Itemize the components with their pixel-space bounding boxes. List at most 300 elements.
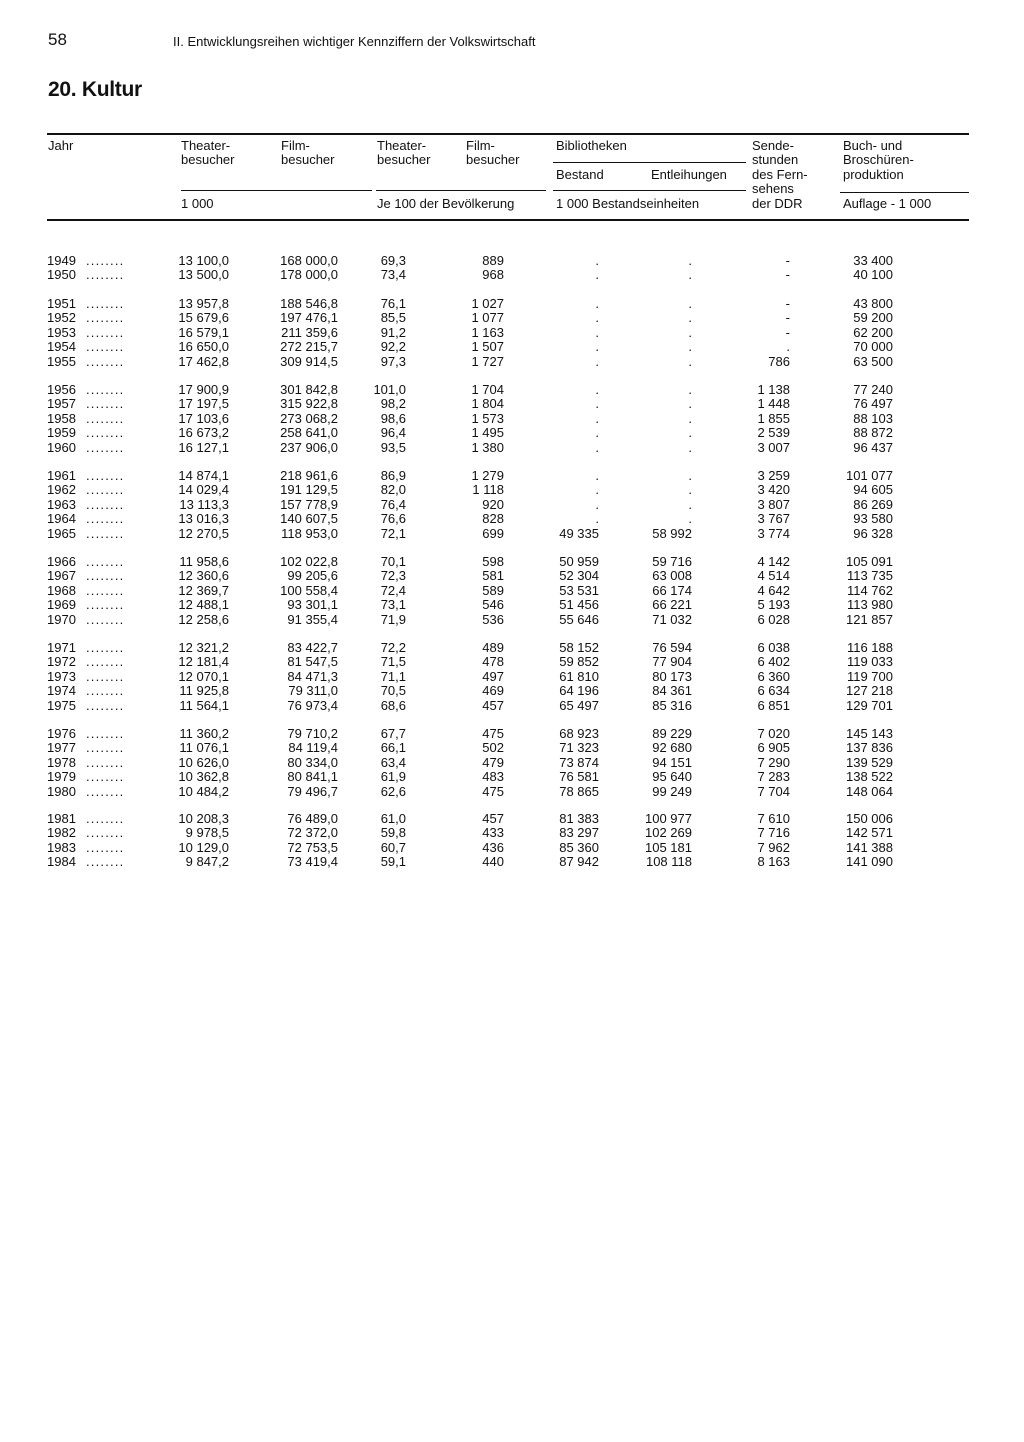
cell-theater-per100: 72,2 [380, 640, 406, 655]
cell-film-per100: 598 [482, 554, 504, 569]
cell-film-per100: 475 [482, 783, 504, 799]
cell-buch: 77 240 [853, 382, 893, 397]
cell-year: 1968 [47, 582, 76, 598]
header-sende-1: Sende- [752, 138, 794, 153]
cell-film: 80 334,0 [287, 754, 338, 770]
cell-entleihungen: 63 008 [652, 568, 692, 584]
cell-bestand: 81 383 [559, 811, 599, 826]
cell-theater: 17 900,9 [178, 382, 229, 397]
cell-buch: 101 077 [846, 468, 893, 483]
cell-sende: 7 610 [757, 811, 790, 826]
cell-year: 1952 [47, 310, 76, 326]
cell-sende: 6 028 [757, 611, 790, 627]
cell-theater-per100: 61,9 [380, 769, 406, 785]
cell-entleihungen: 105 181 [645, 839, 692, 855]
cell-bestand: . [595, 267, 599, 283]
cell-sende: 6 634 [757, 683, 790, 699]
cell-bestand: . [595, 310, 599, 326]
cell-entleihungen: 59 716 [652, 554, 692, 569]
cell-year: 1978 [47, 754, 76, 770]
cell-theater-per100: 72,3 [380, 568, 406, 584]
cell-entleihungen: . [688, 410, 692, 426]
section-title: 20. Kultur [48, 78, 142, 101]
cell-sende: 7 283 [757, 769, 790, 785]
table-row [0, 397, 1024, 411]
cell-theater: 17 103,6 [178, 410, 229, 426]
cell-entleihungen: . [688, 267, 692, 283]
cell-year: 1975 [47, 697, 76, 713]
header-entleihungen: Entleihungen [651, 167, 727, 182]
cell-buch: 141 388 [846, 839, 893, 855]
cell-year: 1958 [47, 410, 76, 426]
header-sende-2: stunden [752, 152, 799, 167]
cell-entleihungen: 108 118 [645, 854, 692, 870]
cell-bestand: . [595, 425, 599, 441]
cell-sende: 7 962 [757, 839, 790, 855]
cell-theater-per100: 73,4 [380, 267, 406, 283]
cell-film: 272 215,7 [280, 339, 338, 355]
cell-sende: 7 716 [757, 825, 790, 841]
cell-buch: 70 000 [853, 339, 893, 355]
leader-dots: ........ [86, 839, 125, 855]
cell-bestand: 51 456 [559, 597, 599, 613]
cell-theater: 11 076,1 [179, 740, 229, 756]
cell-buch: 96 328 [853, 525, 893, 541]
cell-bestand: . [595, 382, 599, 397]
cell-year: 1955 [47, 353, 76, 369]
header-unit-per100: Je 100 der Bevölkerung [377, 196, 515, 211]
cell-buch: 86 269 [853, 496, 893, 512]
leader-dots: ........ [86, 425, 125, 441]
cell-theater-per100: 71,1 [380, 668, 406, 684]
cell-theater-per100: 101,0 [373, 382, 406, 397]
cell-theater: 10 362,8 [178, 769, 229, 785]
cell-theater-per100: 63,4 [380, 754, 406, 770]
cell-film: 211 359,6 [281, 324, 338, 340]
cell-film-per100: 968 [482, 267, 504, 283]
cell-film-per100: 1 118 [472, 482, 504, 498]
cell-bestand: 87 942 [559, 854, 599, 870]
leader-dots: ........ [86, 640, 125, 655]
leader-dots: ........ [86, 410, 125, 426]
library-rule [553, 162, 746, 163]
cell-year: 1967 [47, 568, 76, 584]
cell-film: 157 778,9 [280, 496, 338, 512]
cell-sende: 8 163 [757, 854, 790, 870]
cell-sende: 4 142 [757, 554, 790, 569]
leader-dots: ........ [86, 769, 125, 785]
table-header-bottom-rule [47, 219, 969, 221]
cell-year: 1972 [47, 654, 76, 670]
cell-theater: 12 070,1 [178, 668, 229, 684]
cell-film-per100: 433 [482, 825, 504, 841]
cell-buch: 127 218 [846, 683, 893, 699]
cell-buch: 142 571 [846, 825, 893, 841]
cell-sende: 786 [768, 353, 790, 369]
cell-film-per100: 489 [482, 640, 504, 655]
cell-film: 218 961,6 [280, 468, 338, 483]
table-row [0, 670, 1024, 684]
cell-entleihungen: . [688, 396, 692, 412]
table-row [0, 483, 1024, 497]
cell-sende: 4 642 [757, 582, 790, 598]
cell-year: 1966 [47, 554, 76, 569]
leader-dots: ........ [86, 382, 125, 397]
cell-film: 73 419,4 [287, 854, 338, 870]
cell-theater-per100: 85,5 [380, 310, 406, 326]
cell-theater: 14 029,4 [178, 482, 229, 498]
table-row [0, 498, 1024, 512]
cell-entleihungen: 95 640 [652, 769, 692, 785]
cell-bestand: 83 297 [559, 825, 599, 841]
cell-film-per100: 1 727 [471, 353, 504, 369]
cell-bestand: 76 581 [559, 769, 599, 785]
leader-dots: ........ [86, 683, 125, 699]
leader-dots: ........ [86, 854, 125, 870]
cell-buch: 88 103 [853, 410, 893, 426]
table-row [0, 254, 1024, 268]
cell-theater-per100: 96,4 [380, 425, 406, 441]
cell-sende: . [786, 339, 790, 355]
cell-theater-per100: 86,9 [380, 468, 406, 483]
cell-film-per100: 546 [482, 597, 504, 613]
cell-buch: 139 529 [846, 754, 893, 770]
cell-film: 197 476,1 [280, 310, 338, 326]
cell-buch: 94 605 [853, 482, 893, 498]
table-row [0, 426, 1024, 440]
leader-dots: ........ [86, 811, 125, 826]
cell-film-per100: 497 [482, 668, 504, 684]
cell-year: 1976 [47, 726, 76, 741]
cell-entleihungen: . [688, 425, 692, 441]
cell-film-per100: 440 [482, 854, 504, 870]
cell-sende: 4 514 [757, 568, 790, 584]
cell-year: 1959 [47, 425, 76, 441]
header-buch-2: Broschüren- [843, 152, 914, 167]
cell-theater: 13 016,3 [178, 511, 229, 527]
cell-film: 80 841,1 [287, 769, 338, 785]
table-row [0, 512, 1024, 526]
header-buch-3: produktion [843, 167, 904, 182]
cell-film-per100: 1 027 [471, 296, 504, 311]
cell-film: 188 546,8 [280, 296, 338, 311]
cell-film: 91 355,4 [287, 611, 338, 627]
header-theater-abs-1: Theater- [181, 138, 231, 153]
leader-dots: ........ [86, 511, 125, 527]
cell-bestand: . [595, 339, 599, 355]
cell-theater-per100: 66,1 [380, 740, 406, 756]
header-theater-rel-2: besucher [377, 152, 431, 167]
cell-bestand: . [595, 482, 599, 498]
leader-dots: ........ [86, 296, 125, 311]
cell-theater-per100: 68,6 [380, 697, 406, 713]
leader-dots: ........ [86, 482, 125, 498]
cell-buch: 138 522 [846, 769, 893, 785]
cell-theater-per100: 70,5 [380, 683, 406, 699]
cell-theater: 9 847,2 [185, 854, 229, 870]
leader-dots: ........ [86, 668, 125, 684]
table-row [0, 383, 1024, 397]
cell-film-per100: 536 [482, 611, 504, 627]
cell-year: 1963 [47, 496, 76, 512]
table-row [0, 598, 1024, 612]
unit-rule-lib [553, 190, 746, 191]
cell-film-per100: 1 163 [471, 324, 504, 340]
cell-year: 1950 [47, 267, 76, 283]
table-row [0, 741, 1024, 755]
cell-bestand: 65 497 [559, 697, 599, 713]
table-row [0, 684, 1024, 698]
cell-film-per100: 581 [482, 568, 504, 584]
cell-sende: 7 290 [757, 754, 790, 770]
cell-sende: 7 704 [757, 783, 790, 799]
cell-film: 79 710,2 [287, 726, 338, 741]
cell-buch: 40 100 [853, 267, 893, 283]
leader-dots: ........ [86, 726, 125, 741]
cell-bestand: . [595, 353, 599, 369]
page-number: 58 [48, 30, 67, 49]
table-row [0, 785, 1024, 799]
header-theater-rel-1: Theater- [377, 138, 427, 153]
table-row [0, 641, 1024, 655]
cell-buch: 116 188 [846, 640, 893, 655]
cell-sende: 1 855 [757, 410, 790, 426]
cell-entleihungen: 58 992 [652, 525, 692, 541]
cell-sende: - [785, 296, 790, 311]
table-row [0, 699, 1024, 713]
cell-year: 1979 [47, 769, 76, 785]
cell-entleihungen: . [688, 353, 692, 369]
cell-film-per100: 1 077 [471, 310, 504, 326]
cell-theater: 16 650,0 [178, 339, 229, 355]
table-row [0, 412, 1024, 426]
cell-theater: 15 679,6 [178, 310, 229, 326]
cell-theater-per100: 61,0 [380, 811, 406, 826]
cell-buch: 114 762 [846, 582, 893, 598]
leader-dots: ........ [86, 783, 125, 799]
table-row [0, 469, 1024, 483]
table-row [0, 311, 1024, 325]
cell-entleihungen: 85 316 [652, 697, 692, 713]
cell-buch: 119 700 [846, 668, 893, 684]
cell-theater-per100: 76,1 [380, 296, 406, 311]
header-unit-1000: 1 000 [181, 196, 214, 211]
cell-bestand: 73 874 [559, 754, 599, 770]
cell-bestand: 52 304 [559, 568, 599, 584]
cell-theater: 17 197,5 [178, 396, 229, 412]
cell-theater: 10 129,0 [178, 839, 229, 855]
cell-year: 1951 [47, 296, 76, 311]
cell-theater-per100: 91,2 [380, 324, 406, 340]
leader-dots: ........ [86, 597, 125, 613]
cell-year: 1964 [47, 511, 76, 527]
leader-dots: ........ [86, 525, 125, 541]
cell-bestand: 55 646 [559, 611, 599, 627]
cell-year: 1977 [47, 740, 76, 756]
cell-buch: 76 497 [853, 396, 893, 412]
cell-theater-per100: 59,8 [380, 825, 406, 841]
cell-film-per100: 502 [482, 740, 504, 756]
unit-rule-rel [376, 190, 546, 191]
cell-sende: 2 539 [757, 425, 790, 441]
cell-film-per100: 1 279 [471, 468, 504, 483]
header-jahr: Jahr [48, 138, 74, 153]
cell-bestand: . [595, 439, 599, 455]
leader-dots: ........ [86, 568, 125, 584]
cell-entleihungen: 77 904 [652, 654, 692, 670]
unit-rule-abs [181, 190, 372, 191]
cell-sende: 3 420 [757, 482, 790, 498]
cell-entleihungen: . [688, 339, 692, 355]
cell-sende: - [785, 253, 790, 268]
cell-film-per100: 589 [482, 582, 504, 598]
leader-dots: ........ [86, 754, 125, 770]
cell-theater-per100: 71,9 [380, 611, 406, 627]
leader-dots: ........ [86, 396, 125, 412]
cell-theater: 13 113,3 [179, 496, 229, 512]
table-row [0, 756, 1024, 770]
leader-dots: ........ [86, 697, 125, 713]
cell-film-per100: 828 [482, 511, 504, 527]
cell-sende: - [785, 324, 790, 340]
cell-year: 1953 [47, 324, 76, 340]
cell-sende: 6 402 [757, 654, 790, 670]
table-row [0, 855, 1024, 869]
cell-theater-per100: 67,7 [380, 726, 406, 741]
cell-theater-per100: 92,2 [380, 339, 406, 355]
cell-film-per100: 469 [482, 683, 504, 699]
cell-year: 1954 [47, 339, 76, 355]
cell-sende: 3 774 [757, 525, 790, 541]
cell-buch: 141 090 [846, 854, 893, 870]
cell-year: 1969 [47, 597, 76, 613]
table-row [0, 355, 1024, 369]
cell-year: 1957 [47, 396, 76, 412]
cell-buch: 62 200 [853, 324, 893, 340]
cell-film: 76 973,4 [287, 697, 338, 713]
table-row [0, 326, 1024, 340]
cell-entleihungen: 84 361 [652, 683, 692, 699]
leader-dots: ........ [86, 825, 125, 841]
table-row [0, 841, 1024, 855]
cell-theater: 11 925,8 [179, 683, 229, 699]
cell-film-per100: 920 [482, 496, 504, 512]
cell-theater-per100: 93,5 [380, 439, 406, 455]
cell-theater: 12 181,4 [178, 654, 229, 670]
leader-dots: ........ [86, 740, 125, 756]
cell-film: 84 471,3 [287, 668, 338, 684]
cell-entleihungen: . [688, 296, 692, 311]
cell-theater: 12 258,6 [178, 611, 229, 627]
cell-film-per100: 483 [482, 769, 504, 785]
cell-sende: 7 020 [757, 726, 790, 741]
cell-theater: 12 321,2 [178, 640, 229, 655]
cell-entleihungen: . [688, 382, 692, 397]
cell-buch: 150 006 [846, 811, 893, 826]
header-unit-bestandseinheiten: 1 000 Bestandseinheiten [556, 196, 700, 211]
cell-bestand: 71 323 [559, 740, 599, 756]
cell-sende: 3 807 [757, 496, 790, 512]
cell-buch: 33 400 [853, 253, 893, 268]
table-row [0, 613, 1024, 627]
cell-sende: - [785, 267, 790, 283]
cell-year: 1956 [47, 382, 76, 397]
header-unit-auflage: Auflage - 1 000 [843, 196, 932, 211]
cell-theater: 12 360,6 [178, 568, 229, 584]
cell-year: 1973 [47, 668, 76, 684]
leader-dots: ........ [86, 310, 125, 326]
table-row [0, 655, 1024, 669]
cell-film: 72 753,5 [287, 839, 338, 855]
leader-dots: ........ [86, 496, 125, 512]
cell-bestand: 64 196 [559, 683, 599, 699]
cell-buch: 105 091 [846, 554, 893, 569]
cell-buch: 129 701 [846, 697, 893, 713]
table-row [0, 340, 1024, 354]
table-row [0, 569, 1024, 583]
cell-theater: 12 270,5 [178, 525, 229, 541]
cell-entleihungen: . [688, 496, 692, 512]
header-film-rel-2: besucher [466, 152, 520, 167]
header-film-rel-1: Film- [466, 138, 495, 153]
cell-theater-per100: 76,6 [380, 511, 406, 527]
cell-film: 93 301,1 [287, 597, 338, 613]
cell-year: 1970 [47, 611, 76, 627]
cell-buch: 59 200 [853, 310, 893, 326]
leader-dots: ........ [86, 654, 125, 670]
cell-theater-per100: 62,6 [380, 783, 406, 799]
cell-film-per100: 1 704 [471, 382, 504, 397]
cell-bestand: 85 360 [559, 839, 599, 855]
cell-theater: 11 360,2 [179, 726, 229, 741]
leader-dots: ........ [86, 582, 125, 598]
cell-theater-per100: 70,1 [380, 554, 406, 569]
cell-film: 315 922,8 [280, 396, 338, 412]
leader-dots: ........ [86, 554, 125, 569]
cell-bestand: 50 959 [559, 554, 599, 569]
cell-buch: 93 580 [853, 511, 893, 527]
header-bestand: Bestand [556, 167, 604, 182]
table-row [0, 826, 1024, 840]
cell-year: 1984 [47, 854, 76, 870]
cell-entleihungen: . [688, 324, 692, 340]
cell-theater-per100: 76,4 [380, 496, 406, 512]
table-row [0, 727, 1024, 741]
cell-entleihungen: . [688, 468, 692, 483]
cell-buch: 119 033 [846, 654, 893, 670]
cell-entleihungen: 99 249 [652, 783, 692, 799]
unit-rule-buch [840, 192, 969, 193]
cell-sende: 3 767 [757, 511, 790, 527]
cell-bestand: . [595, 511, 599, 527]
cell-year: 1971 [47, 640, 76, 655]
leader-dots: ........ [86, 267, 125, 283]
cell-theater: 13 500,0 [178, 267, 229, 283]
header-theater-abs-2: besucher [181, 152, 235, 167]
cell-bestand: 61 810 [559, 668, 599, 684]
cell-film: 79 311,0 [288, 683, 338, 699]
header-film-abs-1: Film- [281, 138, 310, 153]
cell-film: 258 641,0 [280, 425, 338, 441]
table-row [0, 297, 1024, 311]
cell-year: 1965 [47, 525, 76, 541]
cell-theater-per100: 98,6 [380, 410, 406, 426]
cell-sende: 6 851 [757, 697, 790, 713]
cell-year: 1949 [47, 253, 76, 268]
cell-bestand: . [595, 396, 599, 412]
cell-bestand: . [595, 253, 599, 268]
cell-film: 100 558,4 [280, 582, 338, 598]
